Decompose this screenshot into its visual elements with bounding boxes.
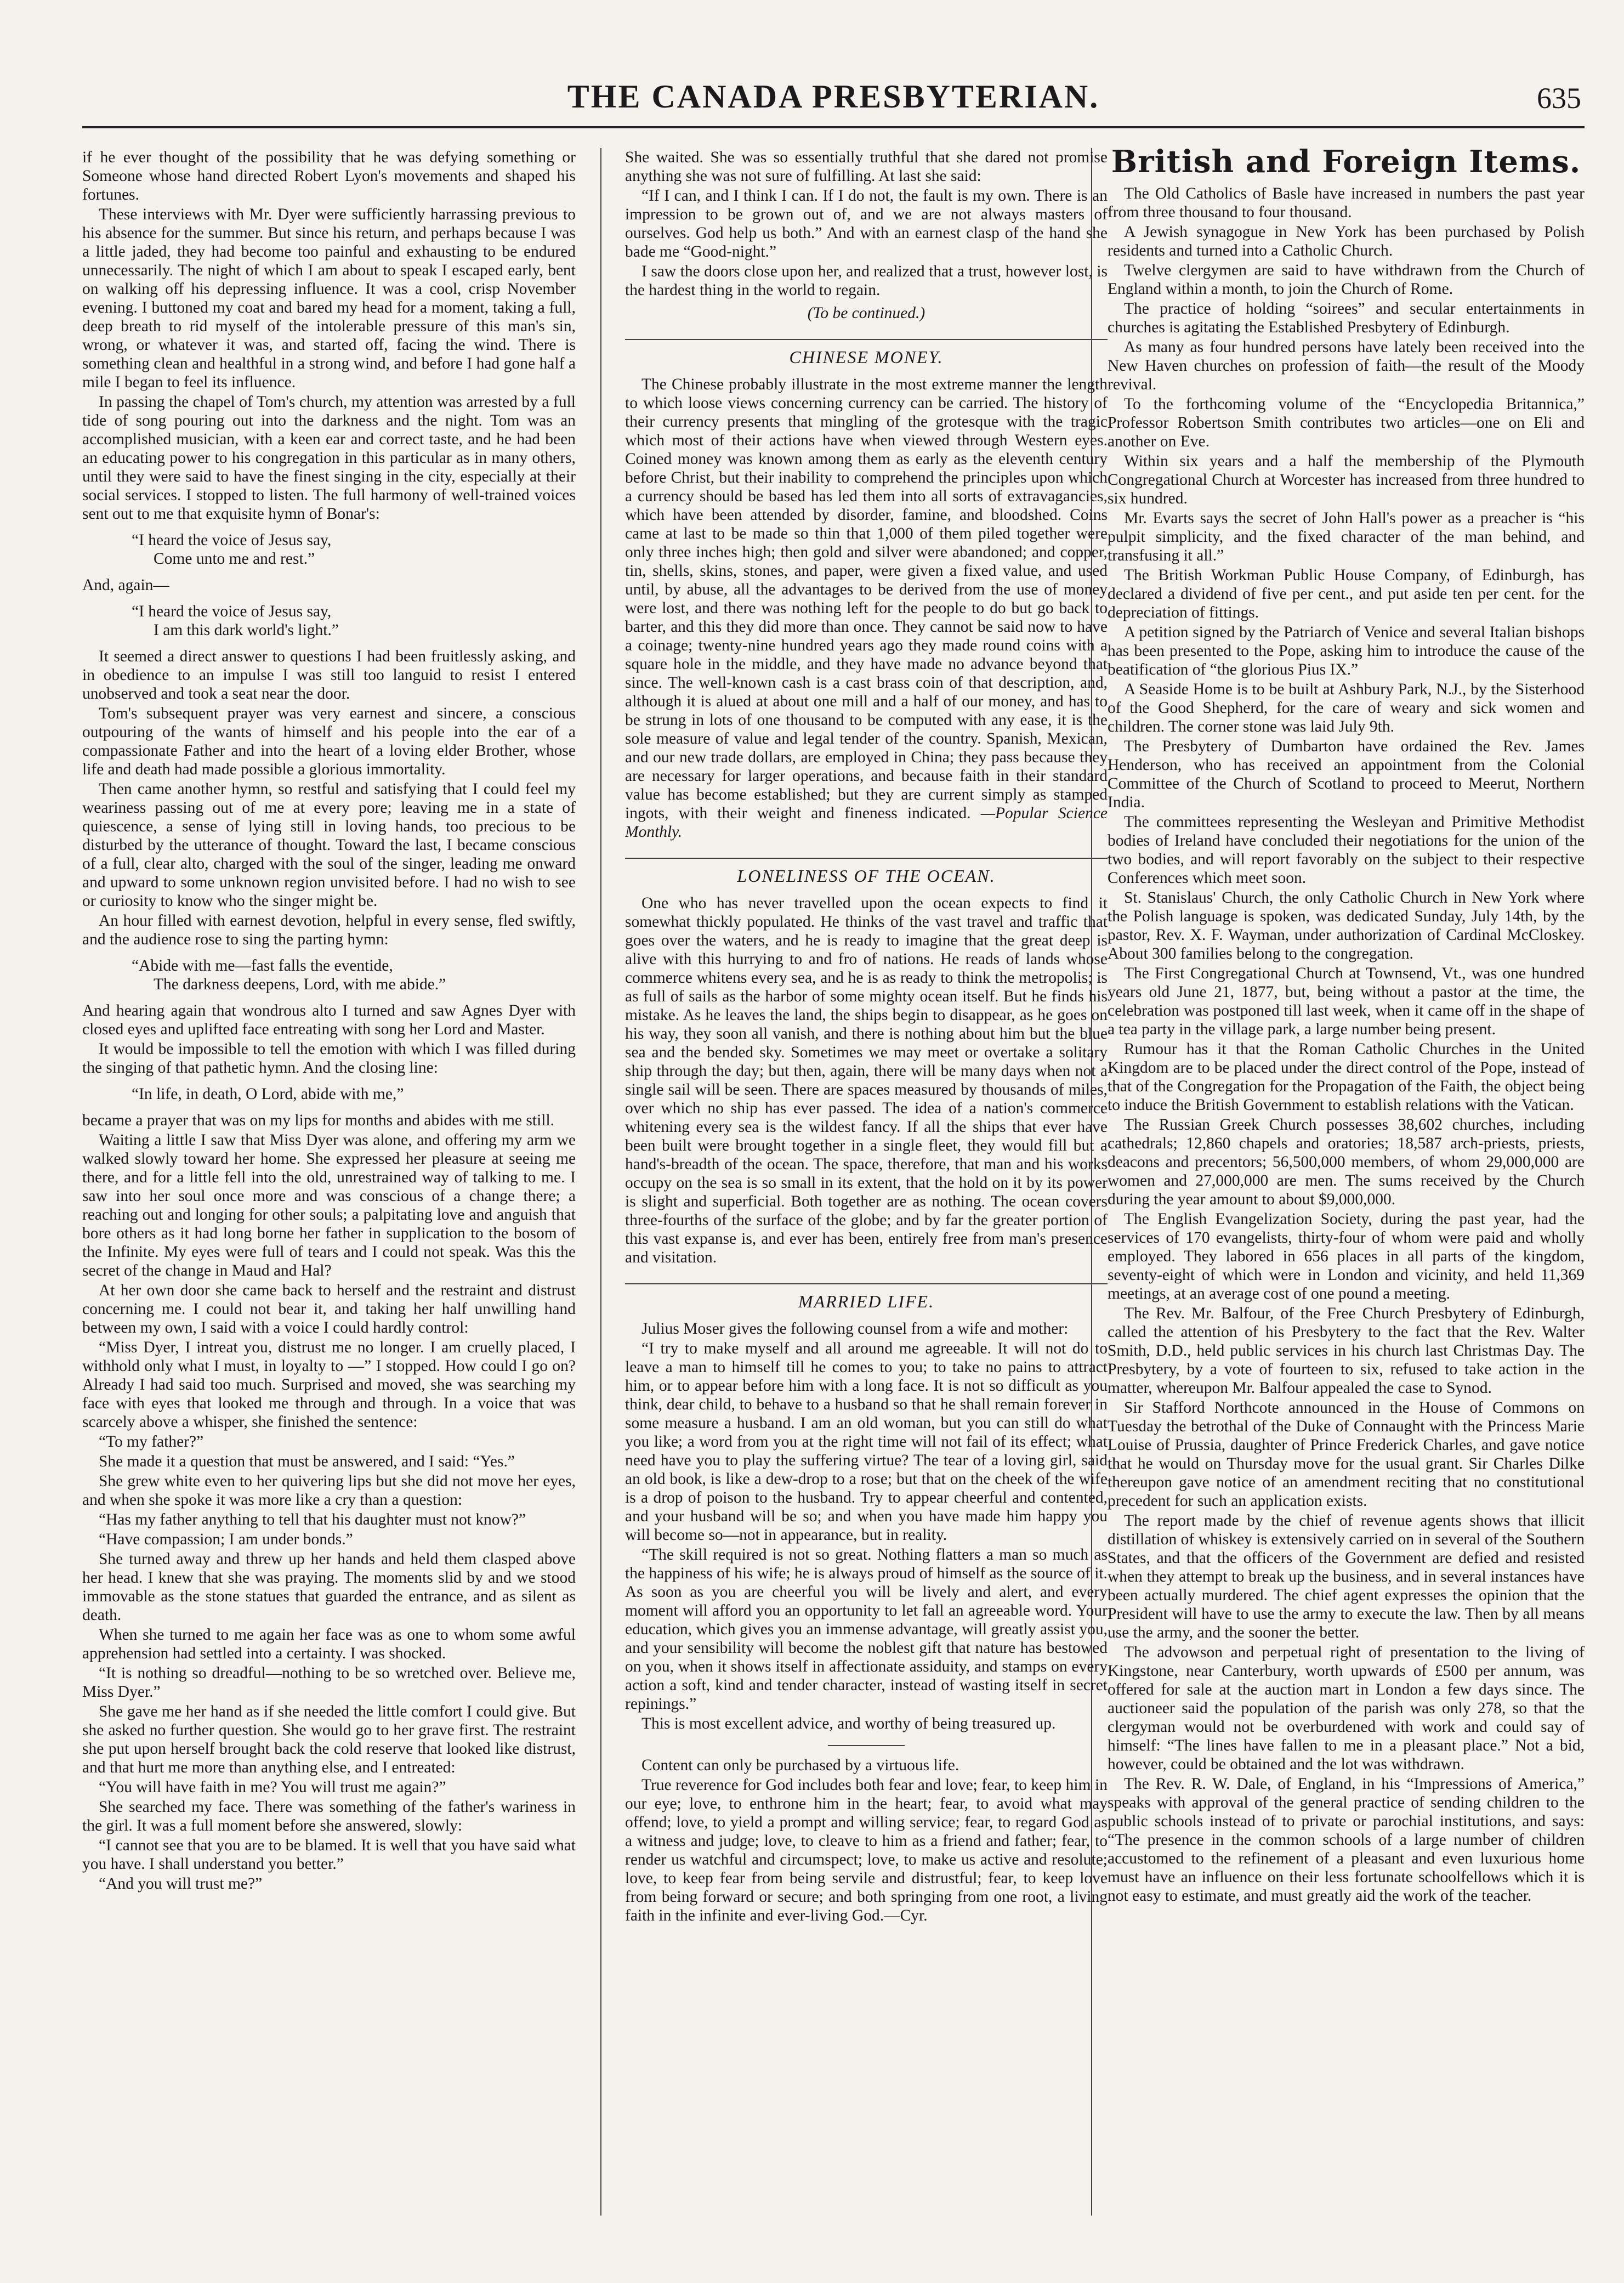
paragraph: “I try to make myself and all around me agreeable. It will not do to leave a man to himself till he comes to you; to take no pains to attract him, or to appear before him with a long face. It is not so difficult as you think, dear child, to behave to a husband so that he shall remain forever in some measure a husband. I am an old woman, but you can still do what you like; a word from you at the right time will not fail of its effect; what need have you to play the suffering virtue? The tear of a loving girl, said an old book, is like a dew-drop to a rose; but that on the cheek of the wife is a drop of poison to the husband. Try to appear cheerful and contented, and your husband will be so; and when you have made him happy you will become so—not in appearance, but in reality. (625, 1340, 1108, 1544)
section-title-british-and-foreign-items: British and Foreign Items. (1111, 148, 1581, 180)
paragraph: This is most excellent advice, and worthy of being treasured up. (641, 1715, 1056, 1732)
hymn-line: “I heard the voice of Jesus say, (132, 603, 332, 620)
news-item: The committees representing the Wesleyan and Primitive Methodist bodies of Ireland have concluded their negotiations for the union of the two bodies, and will report favorably on the subject to their respective Conferences which meet soon. (1108, 813, 1585, 887)
paragraph (625, 375, 1108, 841)
page-number: 635 (1537, 82, 1581, 115)
paragraph: became a prayer that was on my lips for months and abides with me still. (82, 1112, 555, 1129)
hymn-line: “In life, in death, O Lord, abide with me,” (132, 1085, 404, 1103)
hymn-line: I am this dark world's light.” (154, 621, 339, 639)
paragraph: “Miss Dyer, I intreat you, distrust me no longer. I am cruelly placed, I withhold only what I must, in loyalty to —” I stopped. How could I go on? Already I had said too much. Surprised and moved, she was searching my face with eyes that looked me through and through. In a voice that was scarcely above a whisper, she finished the sentence: (82, 1339, 576, 1431)
paragraph: She searched my face. There was something of the father's wariness in the girl. It was a full moment before she answered, slowly: (82, 1798, 576, 1834)
paragraph: And, again— (82, 576, 169, 594)
news-item: Within six years and a half the membership of the Plymouth Congregational Church at Worcester has increased from three hundred to six hundred. (1108, 452, 1585, 507)
column-3 (1108, 148, 1585, 2216)
hymn-quote (82, 602, 576, 639)
news-item: A Jewish synagogue in New York has been purchased by Polish residents and turned into a Catholic Church. (1108, 223, 1585, 259)
paragraph: She grew white even to her quivering lips but she did not move her eyes, and when she spoke it was more like a cry than a question: (82, 1472, 576, 1509)
paragraph: “To my father?” (99, 1433, 204, 1451)
article-body: The Chinese probably illustrate in the most extreme manner the length to which loose views concerning currency can be carried. The history of their currency presents that mingling of the grotesque with the tragic which most of their actions have when viewed through Western eyes. Coined money was known among them as early as the eleventh century before Christ, but their inability to comprehend the principles upon which a currency should be based has led them into all sorts of extravagancies, which have been attended by disorder, famine, and bloodshed. Coins came at last to be made so thin that 1,000 of them piled together were only three inches high; then gold and silver were abandoned; and copper, tin, shells, skins, stones, and paper, were given a fixed value, and used until, by abuse, all the advantages to be derived from the use of money were lost, and there was nothing left for the people to do but go back to barter, and this they did more than once. They cannot be said now to have a coinage; twenty-nine hundred years ago they made round coins with a square hole in the middle, and they have made no advance beyond that since. The well-known cash is a cast brass coin of that description, and, although it is alued at about one mill and a half of our money, and has to be strung in lots of one thousand to be computed with any ease, it is the sole measure of value and legal tender of the country. Spanish, Mexican, and our new trade dollars, are employed in China; they pass because they are necessary for larger operations, and because faith in their standard value has become established; but they are current simply as stamped ingots, with their weight and fineness indicated. (625, 376, 1108, 822)
paragraph: It would be impossible to tell the emotion with which I was filled during the singing of that pathetic hymn. And the closing line: (82, 1040, 576, 1077)
paragraph: At her own door she came back to herself and the restraint and distrust concerning me. I could not bear it, and taking her half unwilling hand between my own, I said with a voice I could hardly control: (82, 1282, 576, 1336)
news-item: The practice of holding “soirees” and secular entertainments in churches is agitating the Established Presbytery of Edinburgh. (1108, 300, 1585, 336)
paragraph: She waited. She was so essentially truthful that she dared not promise anything she was not sure of fulfilling. At last she said: (625, 149, 1108, 185)
hymn-line: The darkness deepens, Lord, with me abide.” (154, 976, 446, 993)
hymn-quote (82, 531, 576, 568)
news-item: Mr. Evarts says the secret of John Hall's power as a preacher is “his pulpit simplicity, and the fixed character of the man behind, and transfusing it all.” (1108, 509, 1585, 564)
paragraph: “And you will trust me?” (99, 1875, 263, 1893)
hymn-quote (82, 956, 576, 994)
paragraph: It seemed a direct answer to questions I had been fruitlessly asking, and in obedience to an impulse I was still too languid to resist I entered unobserved and took a seat near the door. (82, 648, 576, 703)
paragraph: “You will have faith in me? You will trust me again?” (99, 1778, 446, 1796)
news-item: As many as four hundred persons have lately been received into the New Haven churches on profession of faith—the result of the Moody revival. (1108, 338, 1585, 393)
paragraph: Then came another hymn, so restful and satisfying that I could feel my weariness passing out of me at every pore; leaving me in a state of quiescence, a sense of lying still in loving hands, too precious to be disturbed by the utterance of thought. Toward the last, I became conscious of a full, clear alto, charged with the soul of the singer, leading me onward and upward to some unknown region unvisited before. I had no wish to see or curiosity to know who the singer might be. (82, 780, 576, 910)
news-item: The Rev. Mr. Balfour, of the Free Church Presbytery of Edinburgh, called the attention of his Presbytery to the fact that the Rev. Walter Smith, D.D., held public services in his church last Christmas Day. The Presbytery, by a vote of fourteen to six, refused to take action in the matter, whereupon Mr. Balfour appealed the case to Synod. (1108, 1305, 1585, 1397)
news-item: To the forthcoming volume of the “Encyclopedia Britannica,” Professor Robertson Smith contributes two articles—one on Eli and another on Eve. (1108, 395, 1585, 450)
column-2 (625, 148, 1108, 2216)
column-divider (600, 148, 601, 2216)
paragraph: One who has never travelled upon the ocean expects to find it somewhat thickly populated. He thinks of the vast travel and traffic that goes over the waters, and he is ready to imagine that the great deep is alive with this hurrying to and fro of nations. He reads of lands whose commerce whitens every sea, and he is as ready to think the metropolis; is as full of sails as the harbor of some mighty ocean itself. But he finds his mistake. As he leaves the land, the ships begin to disappear, as he goes on his way, they soon all vanish, and there is nothing about him but the blue sea and the bended sky. Sometimes we may meet or overtake a solitary ship through the day; but then, again, there will be many days when not a single sail will be seen. There are spaces measured by thousands of miles, over which no ship has ever passed. The idea of a nation's commerce whitening every sea is the wildest fancy. If all the ships that ever have been built were brought together in a single fleet, they would fill but a hand's-breadth of the ocean. The space, therefore, that man and his works occupy on the sea is so small in its extent, that the hold on it by its power is slight and superficial. Both together are as nothing. The ocean covers three-fourths of the surface of the globe; and by far the greater portion of this vast expanse is, and ever has been, entirely free from man's presence and visitation. (625, 894, 1108, 1266)
news-item: A Seaside Home is to be built at Ashbury Park, N.J., by the Sisterhood of the Good Shepherd, for the care of weary and sick women and children. The corner stone was laid July 9th. (1108, 681, 1585, 735)
news-item: The First Congregational Church at Townsend, Vt., was one hundred years old June 21, 1877, but, being without a pastor at the time, the celebration was postponed till last week, when it came off in the shape of a tea party in the village park, a large number being present. (1108, 965, 1585, 1038)
column-1 (82, 148, 576, 2216)
paragraph: She made it a question that must be answered, and I said: “Yes.” (99, 1453, 515, 1470)
news-item: Rumour has it that the Roman Catholic Churches in the United Kingdom are to be placed under the direct control of the Pope, instead of that of the Congregation for the Propagation of the Faith, the object being to induce the British Government to establish relations with the Vatican. (1108, 1040, 1585, 1114)
paragraph: Waiting a little I saw that Miss Dyer was alone, and offering my arm we walked slowly toward her home. She expressed her pleasure at seeing me there, and for a little fell into the old, unrestrained way of talking to me. I saw into her soul once more and was conscious of a change there; a reaching out and longing for other souls; a palpitating love and anguish that bore others as it had long borne her father in supplication to the bosom of the Infinite. My eyes were full of tears and I could not speak. Was this the secret of the change in Maud and Hal? (82, 1131, 576, 1279)
divider (828, 1745, 905, 1746)
paragraph: Julius Moser gives the following counsel from a wife and mother: (641, 1320, 1069, 1338)
paragraph: When she turned to me again her face was as one to whom some awful apprehension had settled into a certainty. I was shocked. (82, 1626, 576, 1662)
news-item: Twelve clergymen are said to have withdrawn from the Church of England within a month, to join the Church of Rome. (1108, 262, 1585, 298)
paragraph: Tom's subsequent prayer was very earnest and sincere, a conscious outpouring of the wants of himself and his people into the ear of a compassionate Father and into the heart of a loving elder Brother, whose life and death had made possible a glorious immortality. (82, 705, 576, 778)
paragraph: And hearing again that wondrous alto I turned and saw Agnes Dyer with closed eyes and uplifted face entreating with song her Lord and Master. (82, 1002, 576, 1038)
hymn-line: Come unto me and rest.” (154, 550, 315, 568)
paragraph: An hour filled with earnest devotion, helpful in every sense, fled swiftly, and the audience rose to sing the parting hymn: (82, 912, 576, 948)
paragraph: “If I can, and I think I can. If I do not, the fault is my own. There is an impression to be grown out of, and we are not always masters of ourselves. God help us both.” And with an earnest clasp of the hand she bade me “Good-night.” (625, 187, 1108, 260)
paragraph: “The skill required is not so great. Nothing flatters a man so much as the happiness of his wife; he is always proud of himself as the source of it. As soon as you are cheerful you will be lively and alert, and every moment will afford you an opportunity to let fall an agreeable word. Your education, which gives you an immense advantage, will greatly assist you, and your sensibility will become the noblest gift that nature has bestowed on you, when it shows itself in affectionate assiduity, and stamps on every action a soft, kind and tender character, instead of wasting itself in secret repinings.” (625, 1546, 1108, 1713)
paragraph: Content can only be purchased by a virtuous life. (641, 1757, 959, 1774)
news-item: A petition signed by the Patriarch of Venice and several Italian bishops has been presented to the Pope, asking him to introduce the cause of the beatification of “the glorious Pius IX.” (1108, 624, 1585, 678)
page-header (82, 66, 1585, 128)
paragraph: “It is nothing so dreadful—nothing to be so wretched over. Believe me, Miss Dyer.” (82, 1664, 576, 1701)
paragraph: “Have compassion; I am under bonds.” (99, 1531, 353, 1548)
news-item: The Presbytery of Dumbarton have ordained the Rev. James Henderson, who has received an appointment from the Colonial Committee of the Church of Scotland to proceed to Meerut, Northern India. (1108, 738, 1585, 811)
news-item: The report made by the chief of revenue agents shows that illicit distillation of whiskey is extensively carried on in several of the Southern States, and that the officers of the Government are defied and resisted when they attempt to break up the business, and in several instances have been actually murdered. The chief agent expresses the opinion that the President will have to use the army to execute the law. Then by all means use the army, and the sooner the better. (1108, 1512, 1585, 1641)
to-be-continued: (To be continued.) (807, 304, 925, 322)
article-title-married-life: MARRIED LIFE. (625, 1283, 1108, 1311)
article-title-loneliness-of-the-ocean: LONELINESS OF THE OCEAN. (625, 858, 1108, 885)
hymn-line: “I heard the voice of Jesus say, (132, 531, 332, 549)
news-item: The Russian Greek Church possesses 38,602 churches, including cathedrals; 12,860 chapels and oratories; 18,587 arch-priests, priests, deacons and precentors; 56,500,000 members, of whom 29,000,000 are women and 27,000,000 are men. The sums received by the Church during the year amount to about $9,000,000. (1108, 1116, 1585, 1208)
source-attribution: —Popular Science Monthly. (625, 805, 1108, 841)
paragraph: She turned away and threw up her hands and held them clasped above her head. I knew that she was praying. The moments slid by and we stood immovable as the stone statues that guarded the entrance, and as silent as death. (82, 1550, 576, 1624)
paragraph: In passing the chapel of Tom's church, my attention was arrested by a full tide of song pouring out into the darkness and the night. Tom was an accomplished musician, with a keen ear and correct taste, and he had been an educating power to his congregation in this particular as in many others, until they were said to have the finest singing in the city, especially at their social services. I stopped to listen. The full harmony of well-trained voices sent out to me that exquisite hymn of Bonar's: (82, 393, 576, 523)
paragraph: She gave me her hand as if she needed the little comfort I could give. But she asked no further question. She would go to her grave first. The restraint she put upon herself brought back the cold reserve that looked like distrust, and that hurt me more than anything else, and I entreated: (82, 1703, 576, 1776)
paragraph: True reverence for God includes both fear and love; fear, to keep him in our eye; love, to enthrone him in the heart; fear, to avoid what may offend; love, to yield a prompt and willing service; fear, to regard God as a witness and judge; love, to cleave to him as a friend and father; fear, to render us watchful and circumspect; love, to make us active and resolute; love, to keep fear from being servile and distrustful; fear, to keep love from being forward or secure; and both springing from one root, a living faith in the infinite and ever-living God.—Cyr. (625, 1776, 1108, 1924)
article-title-chinese-money: CHINESE MONEY. (625, 339, 1108, 366)
news-item: The English Evangelization Society, during the past year, had the services of 170 evangelists, thirty-four of whom were paid and wholly employed. They labored in 656 places in all parts of the kingdom, seventy-eight of which were in London and vicinity, and held 11,369 meetings, at an average cost of one pound a meeting. (1108, 1210, 1585, 1302)
news-item: St. Stanislaus' Church, the only Catholic Church in New York where the Polish language is spoken, was dedicated Sunday, July 14th, by the pastor, Rev. X. F. Wayman, under authorization of Cardinal McCloskey. About 300 families belong to the congregation. (1108, 889, 1585, 962)
news-item: The Old Catholics of Basle have increased in numbers the past year from three thousand to four thousand. (1108, 185, 1585, 221)
hymn-quote (82, 1085, 576, 1103)
paragraph: if he ever thought of the possibility that he was defying something or Someone whose hand directed Robert Lyon's movements and shaped his fortunes. (82, 149, 576, 203)
news-item: The Rev. R. W. Dale, of England, in his “Impressions of America,” speaks with approval of the general practice of sending children to the public schools instead of to private or parochial institutions, and says: “The presence in the common schools of a large number of children accustomed to the refinement of a pleasant and even luxurious home must have an influence on their less fortunate schoolfellows which it is not easy to estimate, and must greatly aid the work of the teacher. (1108, 1775, 1585, 1905)
paragraph: “Has my father anything to tell that his daughter must not know?” (99, 1511, 526, 1528)
paragraph: I saw the doors close upon her, and realized that a trust, however lost, is the hardest thing in the world to regain. (625, 263, 1108, 299)
news-item: Sir Stafford Northcote announced in the House of Commons on Tuesday the betrothal of the Duke of Connaught with the Princess Marie Louise of Prussia, daughter of Prince Frederick Charles, and gave notice that he would on Thursday move for the usual grant. Sir Charles Dilke thereupon gave notice of an amendment reciting that no constitutional precedent for such an application exists. (1108, 1399, 1585, 1510)
hymn-line: “Abide with me—fast falls the eventide, (132, 957, 393, 975)
running-title: THE CANADA PRESBYTERIAN. (567, 78, 1100, 115)
news-item: The British Workman Public House Company, of Edinburgh, has declared a dividend of five per cent., and put aside ten per cent. for the depreciation of fittings. (1108, 566, 1585, 621)
paragraph: “I cannot see that you are to be blamed. It is well that you have said what you have. I shall understand you better.” (82, 1837, 576, 1873)
news-item: The advowson and perpetual right of presentation to the living of Kingstone, near Canterbury, worth upwards of £500 per annum, was offered for sale at the auction mart in London a few days since. The auctioneer said the population of the parish was only 278, so that the clergyman would not be overburdened with work and could say of himself: “The lines have fallen to me in a pleasant place.” Not a bid, however, could be obtained and the lot was withdrawn. (1108, 1644, 1585, 1773)
paragraph: These interviews with Mr. Dyer were sufficiently harrassing previous to his absence for the summer. But since his return, and perhaps because I was a little jaded, they had become too painful and exhausting to be endured unnecessarily. The night of which I am about to speak I escaped early, bent on walking off his depressing influence. It was a cool, crisp November evening. I buttoned my coat and bared my head for a moment, taking a full, deep breath to rid myself of the intolerable pressure of this man's sin, wrong, or whatever it was, and started off, facing the wind. There is something clean and healthful in a strong wind, and before I had gone half a mile I began to feel its influence. (82, 206, 576, 391)
